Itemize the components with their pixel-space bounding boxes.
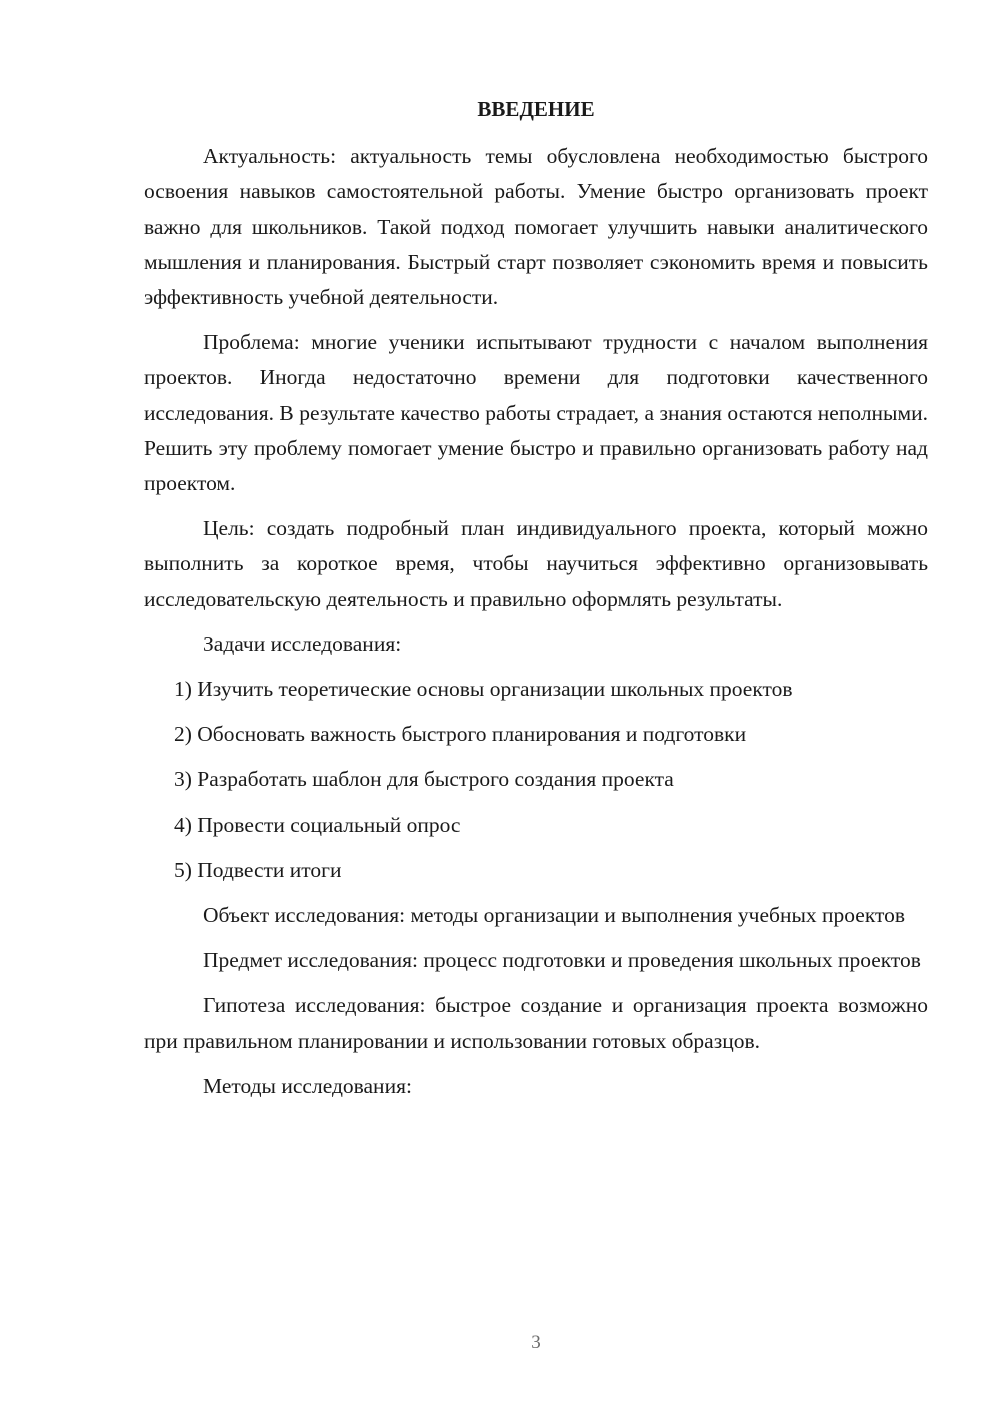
problem-paragraph: Проблема: многие ученики испытывают трудности с началом выполнения проектов. Иногда недостаточно времени для подготовки качественного исследования. В результате качество работы страдает, а знания остаются неполными. Решить эту проблему помогает умение быстро и правильно организовать работу над проектом. <box>144 330 928 496</box>
page-content <box>144 92 928 1114</box>
list-item: 1) Изучить теоретические основы организации школьных проектов <box>174 677 793 702</box>
hypothesis-paragraph: Гипотеза исследования: быстрое создание и организация проекта возможно при правильном планировании и использовании готовых образцов. <box>144 993 928 1053</box>
section-title: ВВЕДЕНИЕ <box>477 97 595 121</box>
goal-paragraph: Цель: создать подробный план индивидуального проекта, который можно выполнить за короткое время, чтобы научиться эффективно организовывать исследовательскую деятельность и правильно оформлять результаты. <box>144 516 928 611</box>
subject-paragraph: Предмет исследования: процесс подготовки и проведения школьных проектов <box>203 948 921 973</box>
object-paragraph: Объект исследования: методы организации и выполнения учебных проектов <box>203 903 906 928</box>
list-item: 3) Разработать шаблон для быстрого создания проекта <box>174 767 674 792</box>
list-item: 5) Подвести итоги <box>174 857 342 882</box>
tasks-heading: Задачи исследования: <box>203 631 402 656</box>
list-item: 2) Обосновать важность быстрого планирования и подготовки <box>174 722 747 747</box>
tasks-list <box>144 672 928 888</box>
page-number: 3 <box>531 1332 541 1353</box>
methods-heading: Методы исследования: <box>203 1073 412 1098</box>
list-item: 4) Провести социальный опрос <box>174 812 461 837</box>
relevance-paragraph: Актуальность: актуальность темы обусловлена необходимостью быстрого освоения навыков самостоятельной работы. Умение быстро организовать проект важно для школьников. Такой подход помогает улучшить навыки аналитического мышления и планирования. Быстрый старт позволяет сэкономить время и повысить эффективность учебной деятельности. <box>144 144 928 310</box>
